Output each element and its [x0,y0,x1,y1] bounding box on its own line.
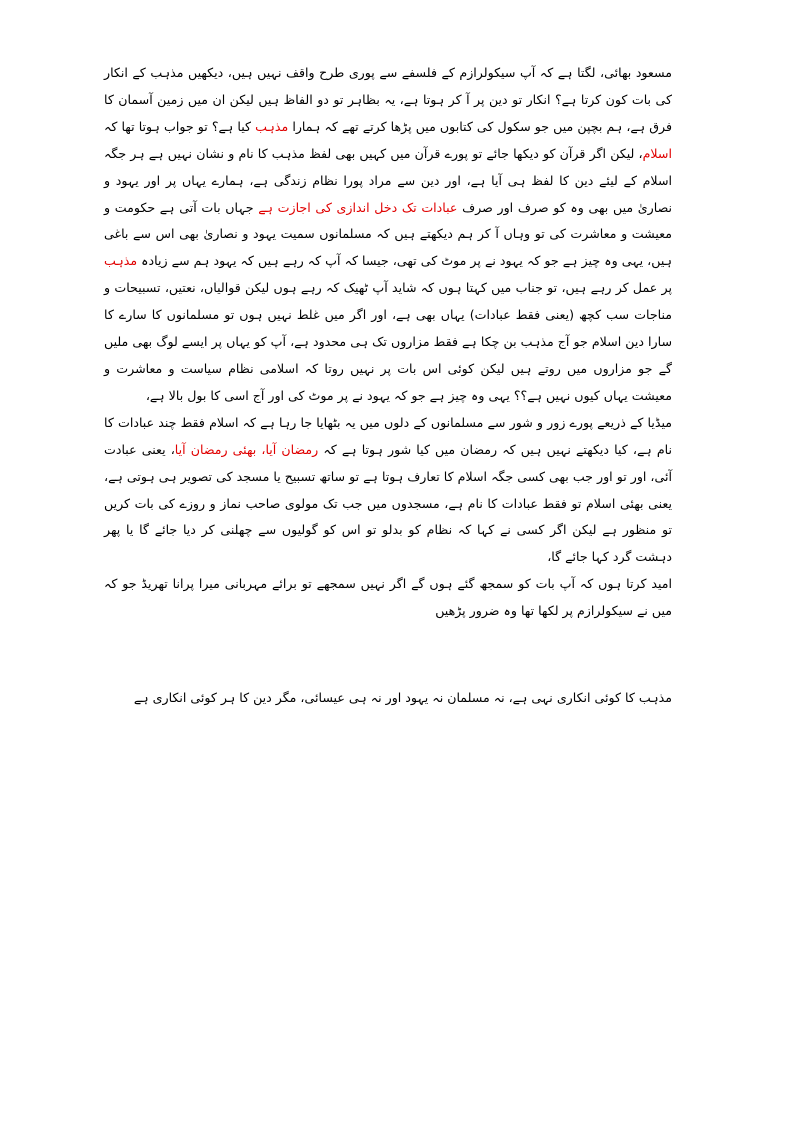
text-run: کیا ہے؟ تو جواب ہوتا تھا کہ [104,118,256,134]
text-run: میڈیا کے ذریعے پورے زور و شور سے مسلمانوں کے دلوں میں یہ بٹھایا جا رہا ہے کہ اسلام فقط چند عبادات کا نام ہے، کیا دیکھتے نہیں ہیں کہ رمضان میں کیا شور ہوتا ہے کہ [104,414,672,457]
paragraph-2 [104,410,672,571]
highlighted-term: مذہب [104,253,138,269]
paragraph-1 [104,60,672,410]
paragraph-3 [104,571,672,625]
highlighted-term: اسلام [642,145,672,161]
document-body [104,60,672,712]
highlighted-term: مذہب [255,118,289,134]
highlighted-phrase: رمضان آیا، بھئی رمضان آیا [174,441,319,457]
closing-line: مذہب کا کوئی انکاری نہی ہے، نہ مسلمان نہ یہود اور نہ ہی عیسائی، مگر دین کا ہر کوئی انکاری ہے [133,690,672,706]
text-run: مسعود بھائی، لگتا ہے کہ آپ سیکولرازم کے فلسفے سے پوری طرح واقف نہیں ہیں، دیکھیں مذہب کے انکار کی بات کون کرتا ہے؟ انکار تو دین پر آ کر ہوتا ہے، یہ بظاہر تو دو الفاظ ہیں لیکن ان میں زمین آسمان کا فرق ہے، ہم بچپن میں جو سکول کی کتابوں میں پڑھا کرتے تھے کہ ہمارا [104,65,672,134]
text-run: امید کرتا ہوں کہ آپ بات کو سمجھ گئے ہوں گے اگر نہیں سمجھے تو برائے مہربانی میرا پرانا تھریڈ جو کہ میں نے سیکولرازم پر لکھا تھا وہ ضرور پڑھیں [104,576,672,619]
text-run: پر عمل کر رہے ہیں، تو جناب میں کہتا ہوں کہ شاید آپ ٹھیک کہ رہے ہوں لیکن قوالیاں، نعتیں، تسبیحات و مناجات سب کچھ (یعنی فقط عبادات) یہاں بھی ہے، اور اگر میں غلط نہیں ہوں تو مسلمانوں کا سارے کا سارا دین اسلام جو آج مذہب بن چکا ہے فقط مزاروں تک ہی محدود ہے، آپ کو یہاں پر ایسے لوگ بھی ملیں گے جو مزاروں میں روتے ہیں لیکن کوئی اس بات پر نہیں روتا کہ اسلامی نظام سیاست و معاشرت و معیشت یہاں کیوں نہیں ہے؟؟ یہی وہ چیز ہے جو کہ یہود نے پر موٹ کی اور آج اسی کا بول بالا ہے، [104,280,672,403]
text-run: جہاں بات آتی ہے حکومت و معیشت و معاشرت کی تو وہاں آ کر ہم دیکھتے ہیں کہ مسلمانوں سمیت یہود و نصاریٰ بھی اس سے باغی ہیں، یہی وہ چیز ہے جو کہ یہود نے پر موٹ کی تھی، جیسا کہ آپ کہ رہے ہیں کہ یہود ہم سے زیادہ [104,199,672,269]
text-run: ، لیکن اگر قرآن کو دیکھا جائے تو پورے قرآن میں کہیں بھی لفظ مذہب کا نام و نشان نہیں ہے ہر جگہ اسلام کے لیئے دین کا لفظ ہی آیا ہے، اور دین سے مراد پورا نظام زندگی ہے، ہمارے یہاں پر اور یہود و نصاریٰ میں بھی وہ کو صرف اور صرف [104,145,672,215]
highlighted-phrase: عبادات تک دخل اندازی کی اجازت ہے [258,199,458,215]
text-run: ، یعنی عبادت آئی، اور تو اور جب بھی کسی جگہ اسلام کا تعارف ہوتا ہے تو ساتھ تسبیح یا مسجد کی تصویر ہی ہوتی ہے، یعنی بھئی اسلام تو فقط عبادات کا نام ہے، مسجدوں میں جب تک مولوی صاحب نماز و روزے کی بات کریں تو منظور ہے لیکن اگر کسی نے کہا کہ نظام کو بدلو تو اس کو گولیوں سے چھلنی کر دیا جائے گا یا پھر دہشت گرد کہا جائے گا، [104,441,672,565]
